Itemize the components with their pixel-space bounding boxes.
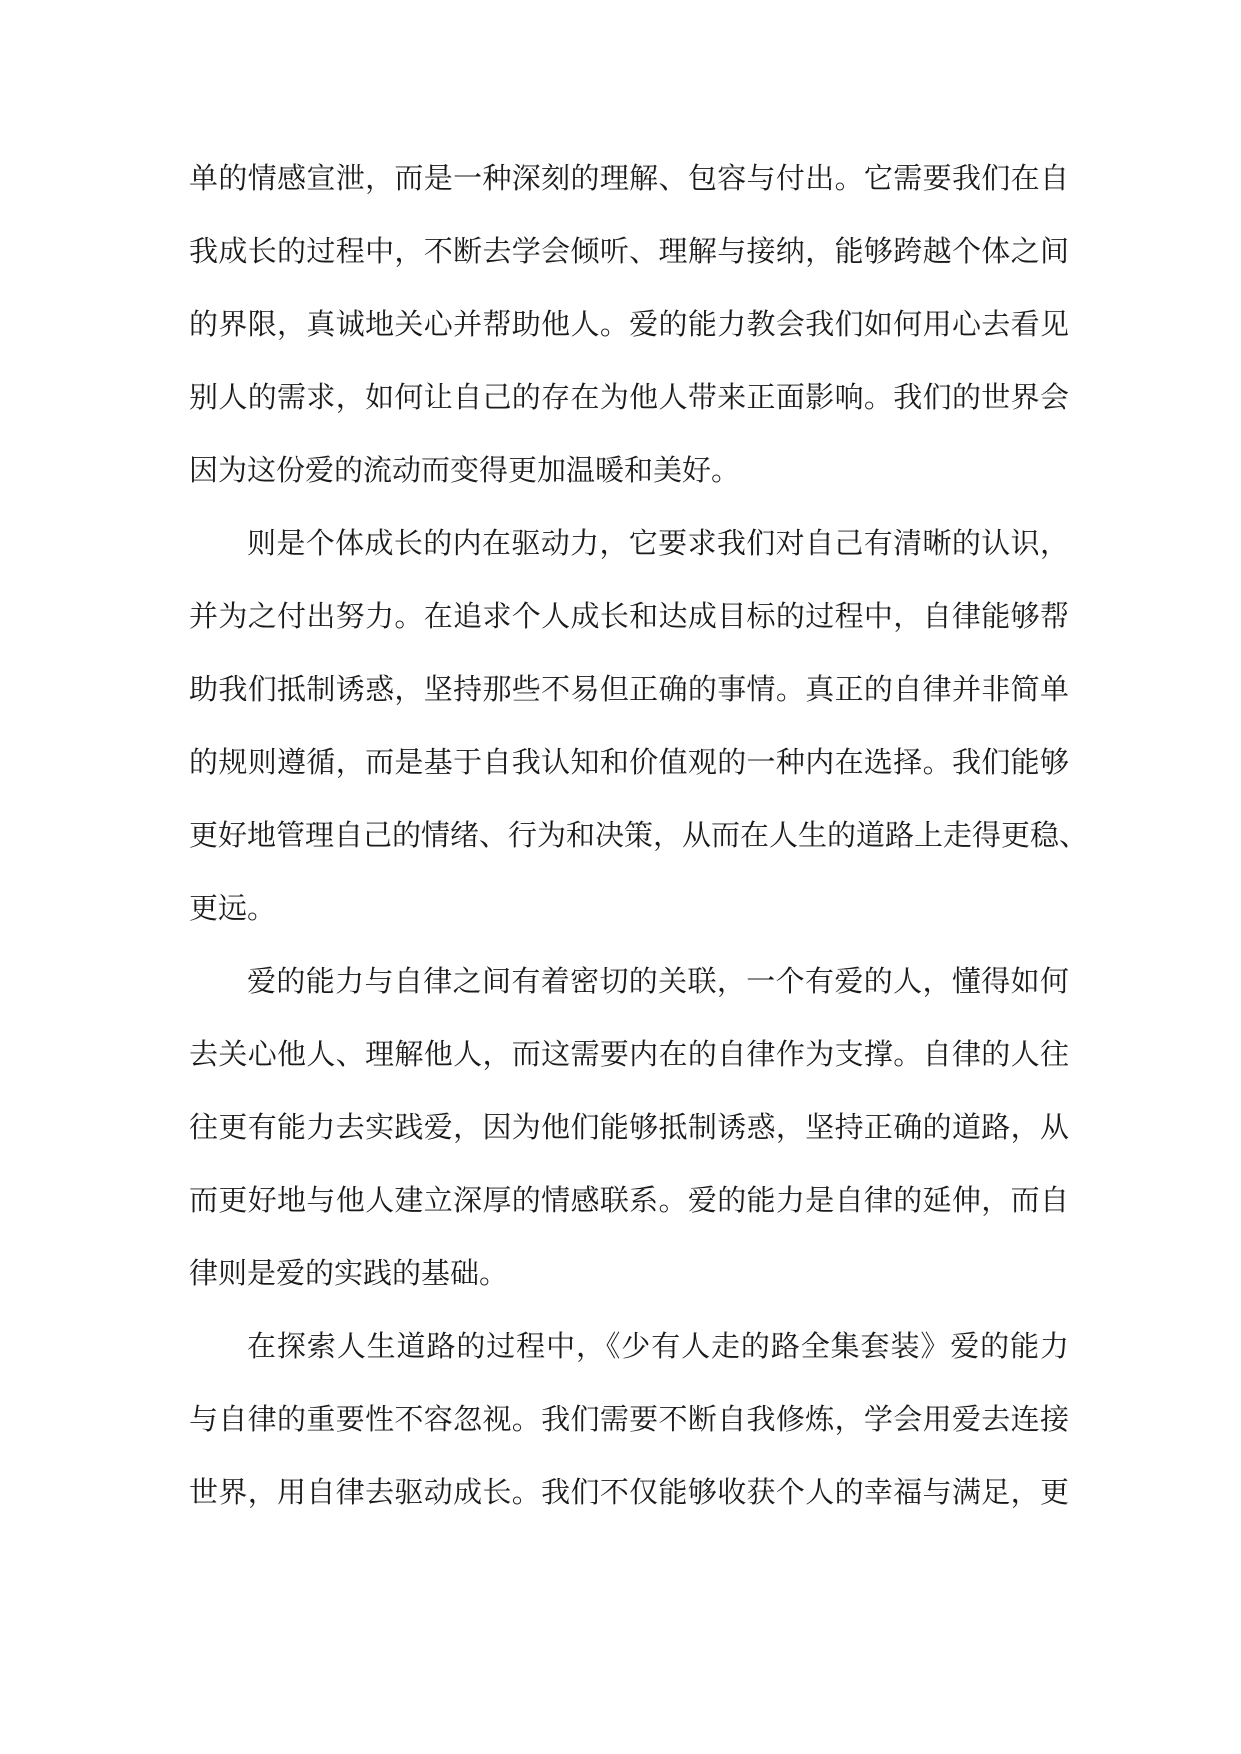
paragraph-3-line-4: 而更好地与他人建立深厚的情感联系。爱的能力是自律的延伸，而自 (189, 1183, 1069, 1217)
paragraph-2-line-4: 的规则遵循，而是基于自我认知和价值观的一种内在选择。我们能够 (189, 745, 1069, 779)
paragraph-1-line-1: 单的情感宣泄，而是一种深刻的理解、包容与付出。它需要我们在自 (189, 161, 1069, 195)
paragraph-1-line-4: 别人的需求，如何让自己的存在为他人带来正面影响。我们的世界会 (189, 380, 1069, 414)
paragraph-2-line-2: 并为之付出努力。在追求个人成长和达成目标的过程中，自律能够帮 (189, 599, 1069, 633)
paragraph-3-line-1: 爱的能力与自律之间有着密切的关联，一个有爱的人，懂得如何 (247, 964, 1069, 998)
document-body (189, 142, 1089, 1529)
paragraph-1-line-3: 的界限，真诚地关心并帮助他人。爱的能力教会我们如何用心去看见 (189, 307, 1069, 341)
paragraph-2-line-1: 则是个体成长的内在驱动力，它要求我们对自己有清晰的认识， (247, 526, 1069, 560)
paragraph-1-line-5: 因为这份爱的流动而变得更加温暖和美好。 (189, 453, 741, 487)
paragraph-4-line-2: 与自律的重要性不容忽视。我们需要不断自我修炼，学会用爱去连接 (189, 1402, 1069, 1436)
paragraph-2-line-3: 助我们抵制诱惑，坚持那些不易但正确的事情。真正的自律并非简单 (189, 672, 1069, 706)
paragraph-3-line-3: 往更有能力去实践爱，因为他们能够抵制诱惑，坚持正确的道路，从 (189, 1110, 1069, 1144)
paragraph-4-line-3: 世界，用自律去驱动成长。我们不仅能够收获个人的幸福与满足，更 (189, 1475, 1069, 1509)
paragraph-3-line-2: 去关心他人、理解他人，而这需要内在的自律作为支撑。自律的人往 (189, 1037, 1069, 1071)
paragraph-2-line-5: 更好地管理自己的情绪、行为和决策，从而在人生的道路上走得更稳、 (189, 818, 1089, 852)
paragraph-3-line-5: 律则是爱的实践的基础。 (189, 1256, 509, 1290)
paragraph-4-line-1: 在探索人生道路的过程中，《少有人走的路全集套装》爱的能力 (247, 1329, 1069, 1363)
paragraph-2-line-6: 更远。 (189, 891, 277, 925)
paragraph-1-line-2: 我成长的过程中，不断去学会倾听、理解与接纳，能够跨越个体之间 (189, 234, 1069, 268)
